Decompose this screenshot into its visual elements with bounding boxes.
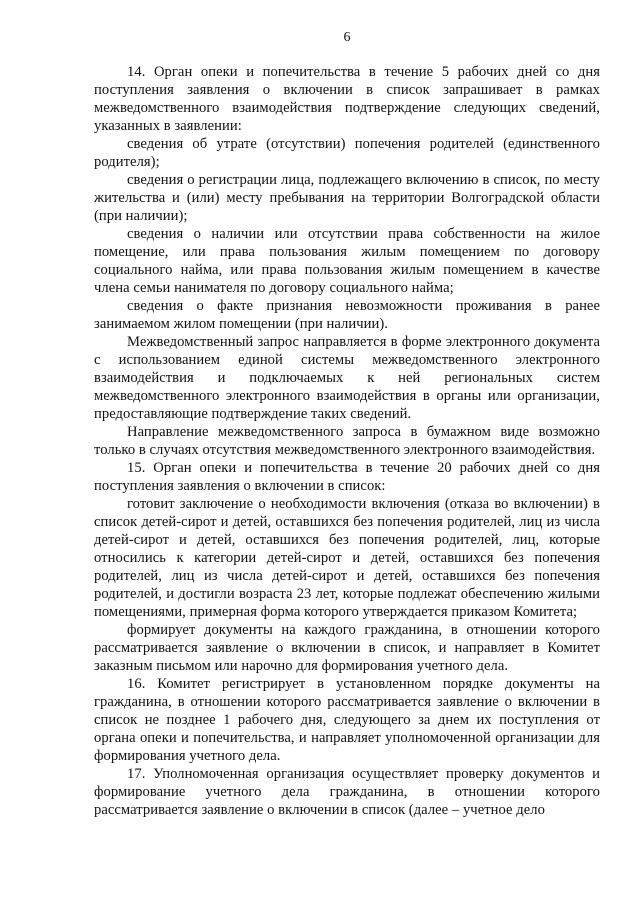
paragraph-electronic-request: Межведомственный запрос направляется в форме электронного документа с использованием единой системы межведомственного электронного взаимодействия и подключаемых к ней региональных систем межведомственного электронного взаимодействия в органы или организации, предоставляющие подтверждение таких сведений. [94, 334, 600, 422]
paragraph-paper-request: Направление межведомственного запроса в бумажном виде возможно только в случаях отсутствия межведомственного электронного взаимодействия. [94, 424, 600, 458]
paragraph-14: 14. Орган опеки и попечительства в течение 5 рабочих дней со дня поступления заявления о включении в список запрашивает в рамках межведомственного взаимодействия подтверждение следующих сведений, указанных в заявлении: [94, 64, 600, 134]
document-body [94, 63, 600, 819]
paragraph-15: 15. Орган опеки и попечительства в течение 20 рабочих дней со дня поступления заявления о включении в список: [94, 460, 600, 494]
list-item-conclusion: готовит заключение о необходимости включения (отказа во включении) в список детей-сирот и детей, оставшихся без попечения родителей, лиц из числа детей-сирот и детей, оставшихся без попечения родителей, лиц, которые относились к категории детей-сирот и детей, оставшихся без попечения родителей, лиц из числа детей-сирот и детей, оставшихся без попечения родителей, и достигли возраста 23 лет, которые подлежат обеспечению жилыми помещениями, примерная форма которого утверждается приказом Комитета; [94, 496, 600, 620]
page-number: 6 [343, 30, 351, 45]
list-item-documents: формирует документы на каждого гражданина, в отношении которого рассматривается заявление о включении в список, и направляет в Комитет заказным письмом или нарочно для формирования учетного дела. [94, 622, 600, 674]
list-item-parental-care: сведения об утрате (отсутствии) попечения родителей (единственного родителя); [94, 136, 600, 170]
paragraph-16: 16. Комитет регистрирует в установленном порядке документы на гражданина, в отношении которого рассматривается заявление о включении в список не позднее 1 рабочего дня, следующего за днем их поступления от органа опеки и попечительства, и направляет уполномоченной организации для формирования учетного дела. [94, 676, 600, 764]
list-item-impossibility: сведения о факте признания невозможности проживания в ранее занимаемом жилом помещении (при наличии). [94, 298, 600, 332]
list-item-registration: сведения о регистрации лица, подлежащего включению в список, по месту жительства и (или) месту пребывания на территории Волгоградской области (при наличии); [94, 172, 600, 224]
paragraph-17: 17. Уполномоченная организация осуществляет проверку документов и формирование учетного дела гражданина, в отношении которого рассматривается заявление о включении в список (далее – учетное дело [94, 766, 600, 818]
list-item-ownership: сведения о наличии или отсутствии права собственности на жилое помещение, или права пользования жилым помещением по договору социального найма, или права пользования жилым помещением в качестве члена семьи нанимателя по договору социального найма; [94, 226, 600, 296]
